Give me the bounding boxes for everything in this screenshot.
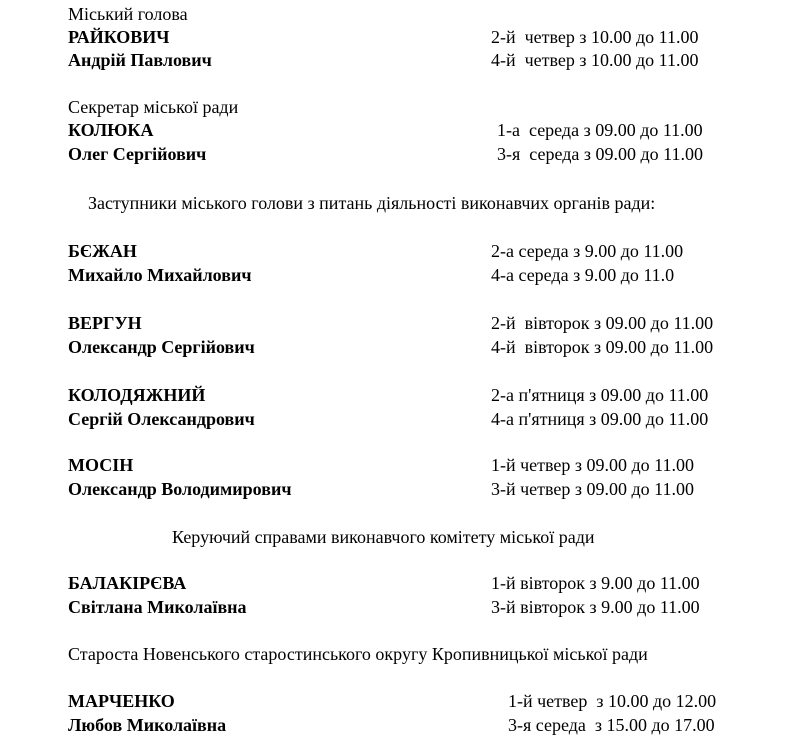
official-surname: КОЛОДЯЖНИЙ	[68, 385, 206, 405]
section-heading: Заступники міського голови з питань діяльності виконавчих органів ради:	[88, 193, 656, 213]
official-surname: МАРЧЕНКО	[68, 691, 175, 711]
official-schedule-line: 1-й вівторок з 9.00 до 11.00	[491, 573, 700, 593]
official-name: Михайло Михайлович	[68, 265, 252, 285]
official-name: Олег Сергійович	[68, 144, 207, 164]
official-surname: КОЛЮКА	[68, 120, 154, 140]
official-schedule-line: 3-я середа з 15.00 до 17.00	[508, 715, 715, 735]
official-surname: МОСІН	[68, 455, 134, 475]
official-surname: РАЙКОВИЧ	[68, 27, 170, 47]
section-heading: Керуючий справами виконавчого комітету міської ради	[172, 527, 595, 547]
official-surname: БАЛАКІРЄВА	[68, 573, 187, 593]
official-schedule-line: 2-й вівторок з 09.00 до 11.00	[491, 313, 714, 333]
official-schedule-line: 4-й вівторок з 09.00 до 11.00	[491, 337, 714, 357]
official-schedule-line: 2-й четвер з 10.00 до 11.00	[491, 27, 699, 47]
official-name: Сергій Олександрович	[68, 409, 255, 429]
official-schedule-line: 1-а середа з 09.00 до 11.00	[497, 120, 703, 140]
official-schedule-line: 4-а п'ятниця з 09.00 до 11.00	[491, 409, 709, 429]
official-schedule-line: 3-й вівторок з 9.00 до 11.00	[491, 597, 700, 617]
official-surname: ВЕРГУН	[68, 313, 142, 333]
section-heading: Міський голова	[68, 4, 188, 24]
section-heading: Староста Новенського старостинського округу Кропивницької міської ради	[68, 644, 648, 664]
official-name: Олександр Володимирович	[68, 479, 292, 499]
official-schedule-line: 3-й четвер з 09.00 до 11.00	[491, 479, 695, 499]
official-surname: БЄЖАН	[68, 241, 137, 261]
official-schedule-line: 1-й четвер з 09.00 до 11.00	[491, 455, 695, 475]
official-name: Світлана Миколаївна	[68, 597, 247, 617]
official-schedule-line: 3-я середа з 09.00 до 11.00	[497, 144, 703, 164]
official-schedule-line: 2-а середа з 9.00 до 11.00	[491, 241, 684, 261]
official-schedule-line: 1-й четвер з 10.00 до 12.00	[508, 691, 717, 711]
official-schedule-line: 4-а середа з 9.00 до 11.0	[491, 265, 675, 285]
official-name: Любов Миколаївна	[68, 715, 227, 735]
official-schedule-line: 4-й четвер з 10.00 до 11.00	[491, 50, 699, 70]
official-name: Андрій Павлович	[68, 50, 212, 70]
official-schedule-line: 2-а п'ятниця з 09.00 до 11.00	[491, 385, 709, 405]
official-name: Олександр Сергійович	[68, 337, 255, 357]
section-heading: Секретар міської ради	[68, 97, 239, 117]
